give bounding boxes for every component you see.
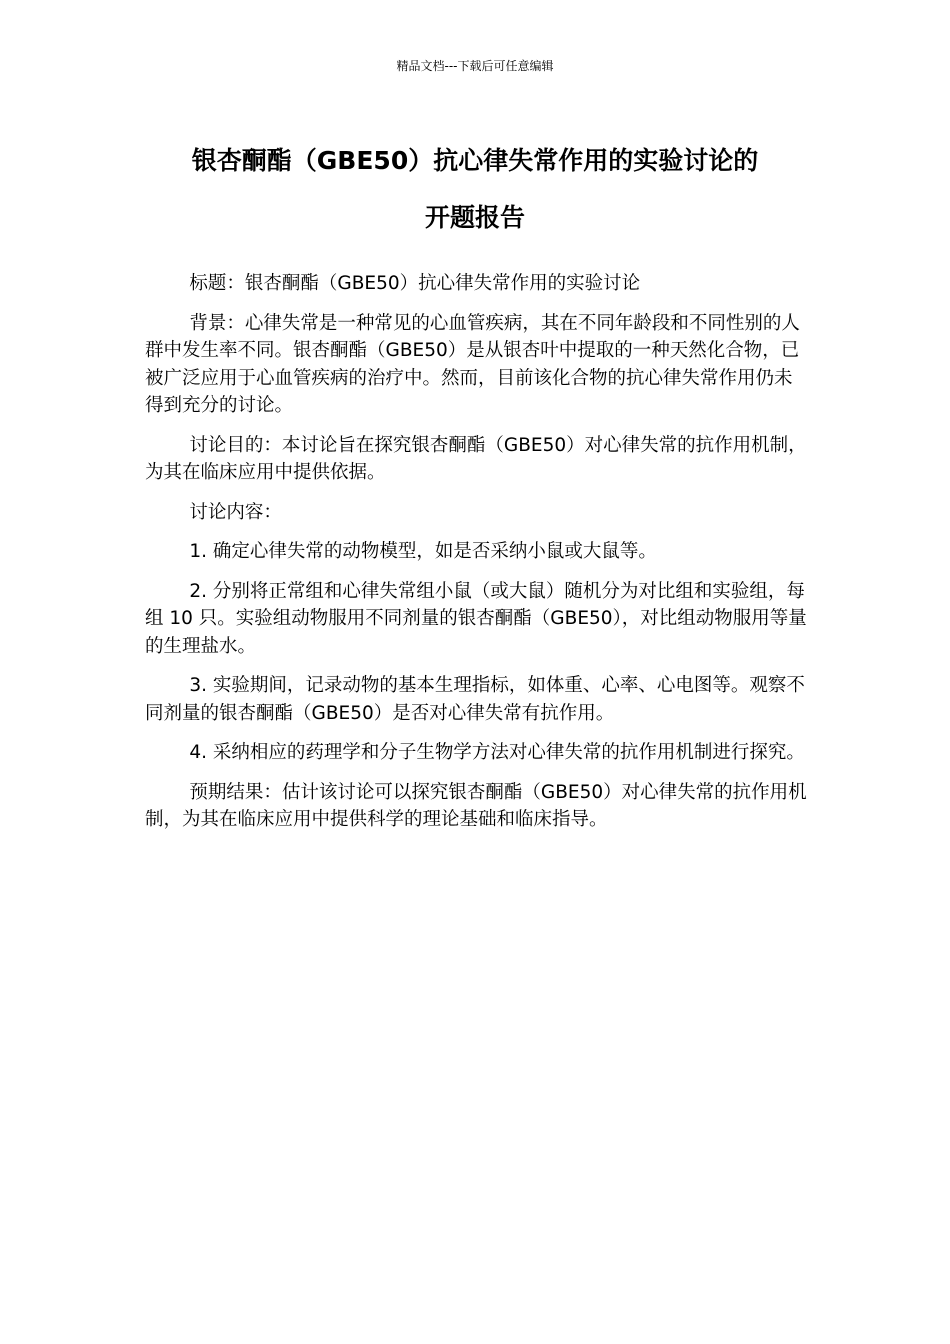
document-title <box>145 132 805 246</box>
background-paragraph: 背景：心律失常是一种常见的心血管疾病，其在不同年龄段和不同性别的人群中发生率不同。银杏酮酯（GBE50）是从银杏叶中提取的一种天然化合物，已被广泛应用于心血管疾病的治疗中。然而，目前该化合物的抗心律失常作用仍未得到充分的讨论。 <box>145 312 800 416</box>
title-line-1: 银杏酮酯（GBE50）抗心律失常作用的实验讨论的 <box>191 146 759 175</box>
title-line-2: 开题报告 <box>424 203 525 232</box>
objective-paragraph: 讨论目的：本讨论旨在探究银杏酮酯（GBE50）对心律失常的抗作用机制，为其在临床应用中提供依据。 <box>145 434 807 483</box>
content-item-4: 4. 采纳相应的药理学和分子生物学方法对心律失常的抗作用机制进行探究。 <box>189 742 805 763</box>
page-header-note: 精品文档---下载后可任意编辑 <box>396 59 554 73</box>
document-body <box>145 270 808 846</box>
content-item-1: 1. 确定心律失常的动物模型，如是否采纳小鼠或大鼠等。 <box>189 541 657 562</box>
content-item-3: 3. 实验期间，记录动物的基本生理指标，如体重、心率、心电图等。观察不同剂量的银杏酮酯（GBE50）是否对心律失常有抗作用。 <box>145 675 805 724</box>
content-item-2: 2. 分别将正常组和心律失常组小鼠（或大鼠）随机分为对比组和实验组，每组 10 只。实验组动物服用不同剂量的银杏酮酯（GBE50），对比组动物服用等量的生理盐水。 <box>145 580 807 657</box>
content-heading: 讨论内容： <box>189 501 282 523</box>
title-paragraph: 标题：银杏酮酯（GBE50）抗心律失常作用的实验讨论 <box>189 273 641 294</box>
expected-results-paragraph: 预期结果：估计该讨论可以探究银杏酮酯（GBE50）对心律失常的抗作用机制，为其在临床应用中提供科学的理论基础和临床指导。 <box>145 781 807 830</box>
